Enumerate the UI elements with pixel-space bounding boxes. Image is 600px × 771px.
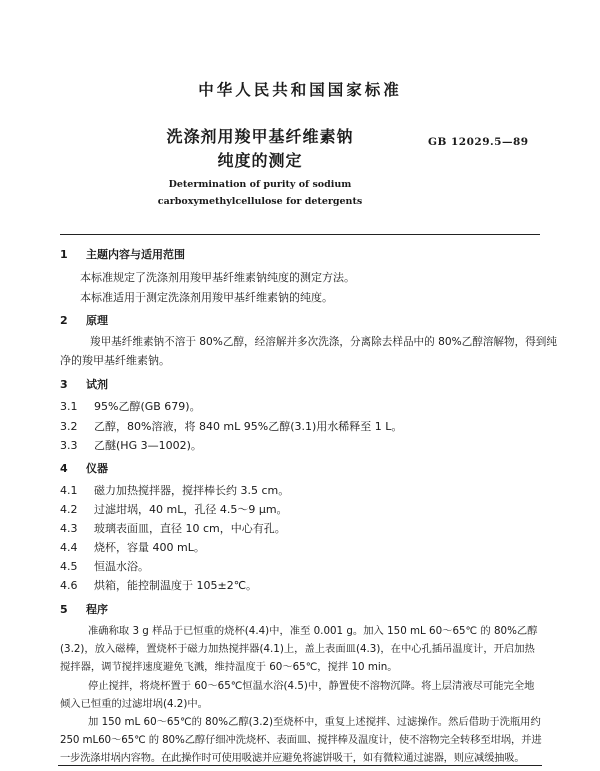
section-5-p2-line2: 倾入已恒重的过滤坩埚(4.2)中。 bbox=[60, 698, 208, 710]
item-text: 95%乙醇(GB 679)。 bbox=[94, 400, 201, 413]
section-5-heading bbox=[60, 601, 108, 617]
section-2-heading bbox=[60, 312, 108, 328]
item-text: 恒温水浴。 bbox=[94, 560, 149, 573]
section-5-p3-line1: 加 150 mL 60～65℃的 80%乙醇(3.2)至烧杯中，重复上述搅拌、过滤操作。然后借助于洗瓶用约 bbox=[88, 716, 541, 728]
item-text: 玻璃表面皿，直径 10 cm，中心有孔。 bbox=[94, 522, 286, 535]
section-number: 5 bbox=[60, 603, 68, 616]
section-5-p3-line2: 250 mL60～65℃ 的 80%乙醇仔细冲洗烧杯、表面皿、搅拌棒及温度计，使不溶物完全转移至坩埚，并进 bbox=[60, 734, 542, 746]
item-number: 4.3 bbox=[60, 522, 78, 535]
section-title: 主题内容与适用范围 bbox=[86, 248, 185, 261]
section-number: 1 bbox=[60, 248, 68, 261]
footer-divider bbox=[58, 765, 542, 766]
item-number: 4.2 bbox=[60, 503, 78, 516]
list-item bbox=[60, 398, 201, 414]
list-item bbox=[60, 482, 289, 498]
section-1-heading bbox=[60, 246, 185, 262]
item-text: 磁力加热搅拌器，搅拌棒长约 3.5 cm。 bbox=[94, 484, 290, 497]
section-3-heading bbox=[60, 376, 108, 392]
section-1-paragraph-2: 本标准适用于测定洗涤剂用羧甲基纤维素钠的纯度。 bbox=[80, 291, 333, 304]
list-item bbox=[60, 539, 205, 555]
list-item bbox=[60, 501, 288, 517]
header-divider bbox=[60, 234, 540, 235]
list-item bbox=[60, 520, 286, 536]
section-2-paragraph-line1: 羧甲基纤维素钠不溶于 80%乙醇，经溶解并多次洗涤，分离除去样品中的 80%乙醇溶解物，得到纯 bbox=[90, 336, 557, 348]
item-text: 乙醇，80%溶液，将 840 mL 95%乙醇(3.1)用水稀释至 1 L。 bbox=[94, 420, 403, 433]
item-number: 3.2 bbox=[60, 420, 78, 433]
section-number: 2 bbox=[60, 314, 68, 327]
national-standard-heading: 中华人民共和国国家标准 bbox=[198, 81, 402, 99]
item-text: 烘箱，能控制温度于 105±2℃。 bbox=[94, 579, 258, 592]
section-5-p1-line1: 准确称取 3 g 样品于已恒重的烧杯(4.4)中，准至 0.001 g。加入 150 mL 60～65℃ 的 80%乙醇 bbox=[88, 625, 538, 637]
section-2-paragraph-line2: 净的羧甲基纤维素钠。 bbox=[60, 354, 170, 367]
list-item bbox=[60, 558, 149, 574]
item-number: 4.6 bbox=[60, 579, 78, 592]
standard-title-line2: 纯度的测定 bbox=[217, 151, 303, 170]
english-title-line2: carboxymethylcellulose for detergents bbox=[157, 196, 363, 207]
section-number: 4 bbox=[60, 462, 68, 475]
section-1-paragraph-1: 本标准规定了洗涤剂用羧甲基纤维素钠纯度的测定方法。 bbox=[80, 271, 355, 284]
list-item bbox=[60, 418, 402, 434]
item-number: 4.4 bbox=[60, 541, 78, 554]
section-title: 仪器 bbox=[86, 462, 108, 475]
section-title: 程序 bbox=[86, 603, 108, 616]
item-number: 3.3 bbox=[60, 439, 78, 452]
item-number: 4.1 bbox=[60, 484, 78, 497]
section-5-p1-line3: 搅拌器，调节搅拌速度避免飞溅，维持温度于 60～65℃，搅拌 10 min。 bbox=[60, 661, 398, 673]
section-5-p1-line2: (3.2)，放入磁棒，置烧杯于磁力加热搅拌器(4.1)上，盖上表面皿(4.3)，在中心孔插吊温度计，开启加热 bbox=[60, 643, 535, 655]
section-title: 试剂 bbox=[86, 378, 108, 391]
standard-code: GB 12029.5—89 bbox=[428, 136, 529, 148]
list-item bbox=[60, 577, 257, 593]
list-item bbox=[60, 437, 202, 453]
item-number: 4.5 bbox=[60, 560, 78, 573]
section-number: 3 bbox=[60, 378, 68, 391]
section-4-heading bbox=[60, 460, 108, 476]
section-title: 原理 bbox=[86, 314, 108, 327]
standard-title-line1: 洗涤剂用羧甲基纤维素钠 bbox=[166, 127, 354, 146]
item-text: 烧杯，容量 400 mL。 bbox=[94, 541, 205, 554]
english-title-line1: Determination of purity of sodium bbox=[168, 179, 352, 190]
item-text: 乙醚(HG 3—1002)。 bbox=[94, 439, 202, 452]
section-5-p3-line3: 一步洗涤坩埚内容物。在此操作时可使用吸滤并应避免将滤饼吸干，如有微粒通过滤器，则应减缓抽吸。 bbox=[60, 752, 525, 764]
item-text: 过滤坩埚，40 mL，孔径 4.5～9 μm。 bbox=[94, 503, 288, 516]
item-number: 3.1 bbox=[60, 400, 78, 413]
section-5-p2-line1: 停止搅拌，将烧杯置于 60～65℃恒温水浴(4.5)中，静置使不溶物沉降。将上层清液尽可能完全地 bbox=[88, 680, 535, 692]
